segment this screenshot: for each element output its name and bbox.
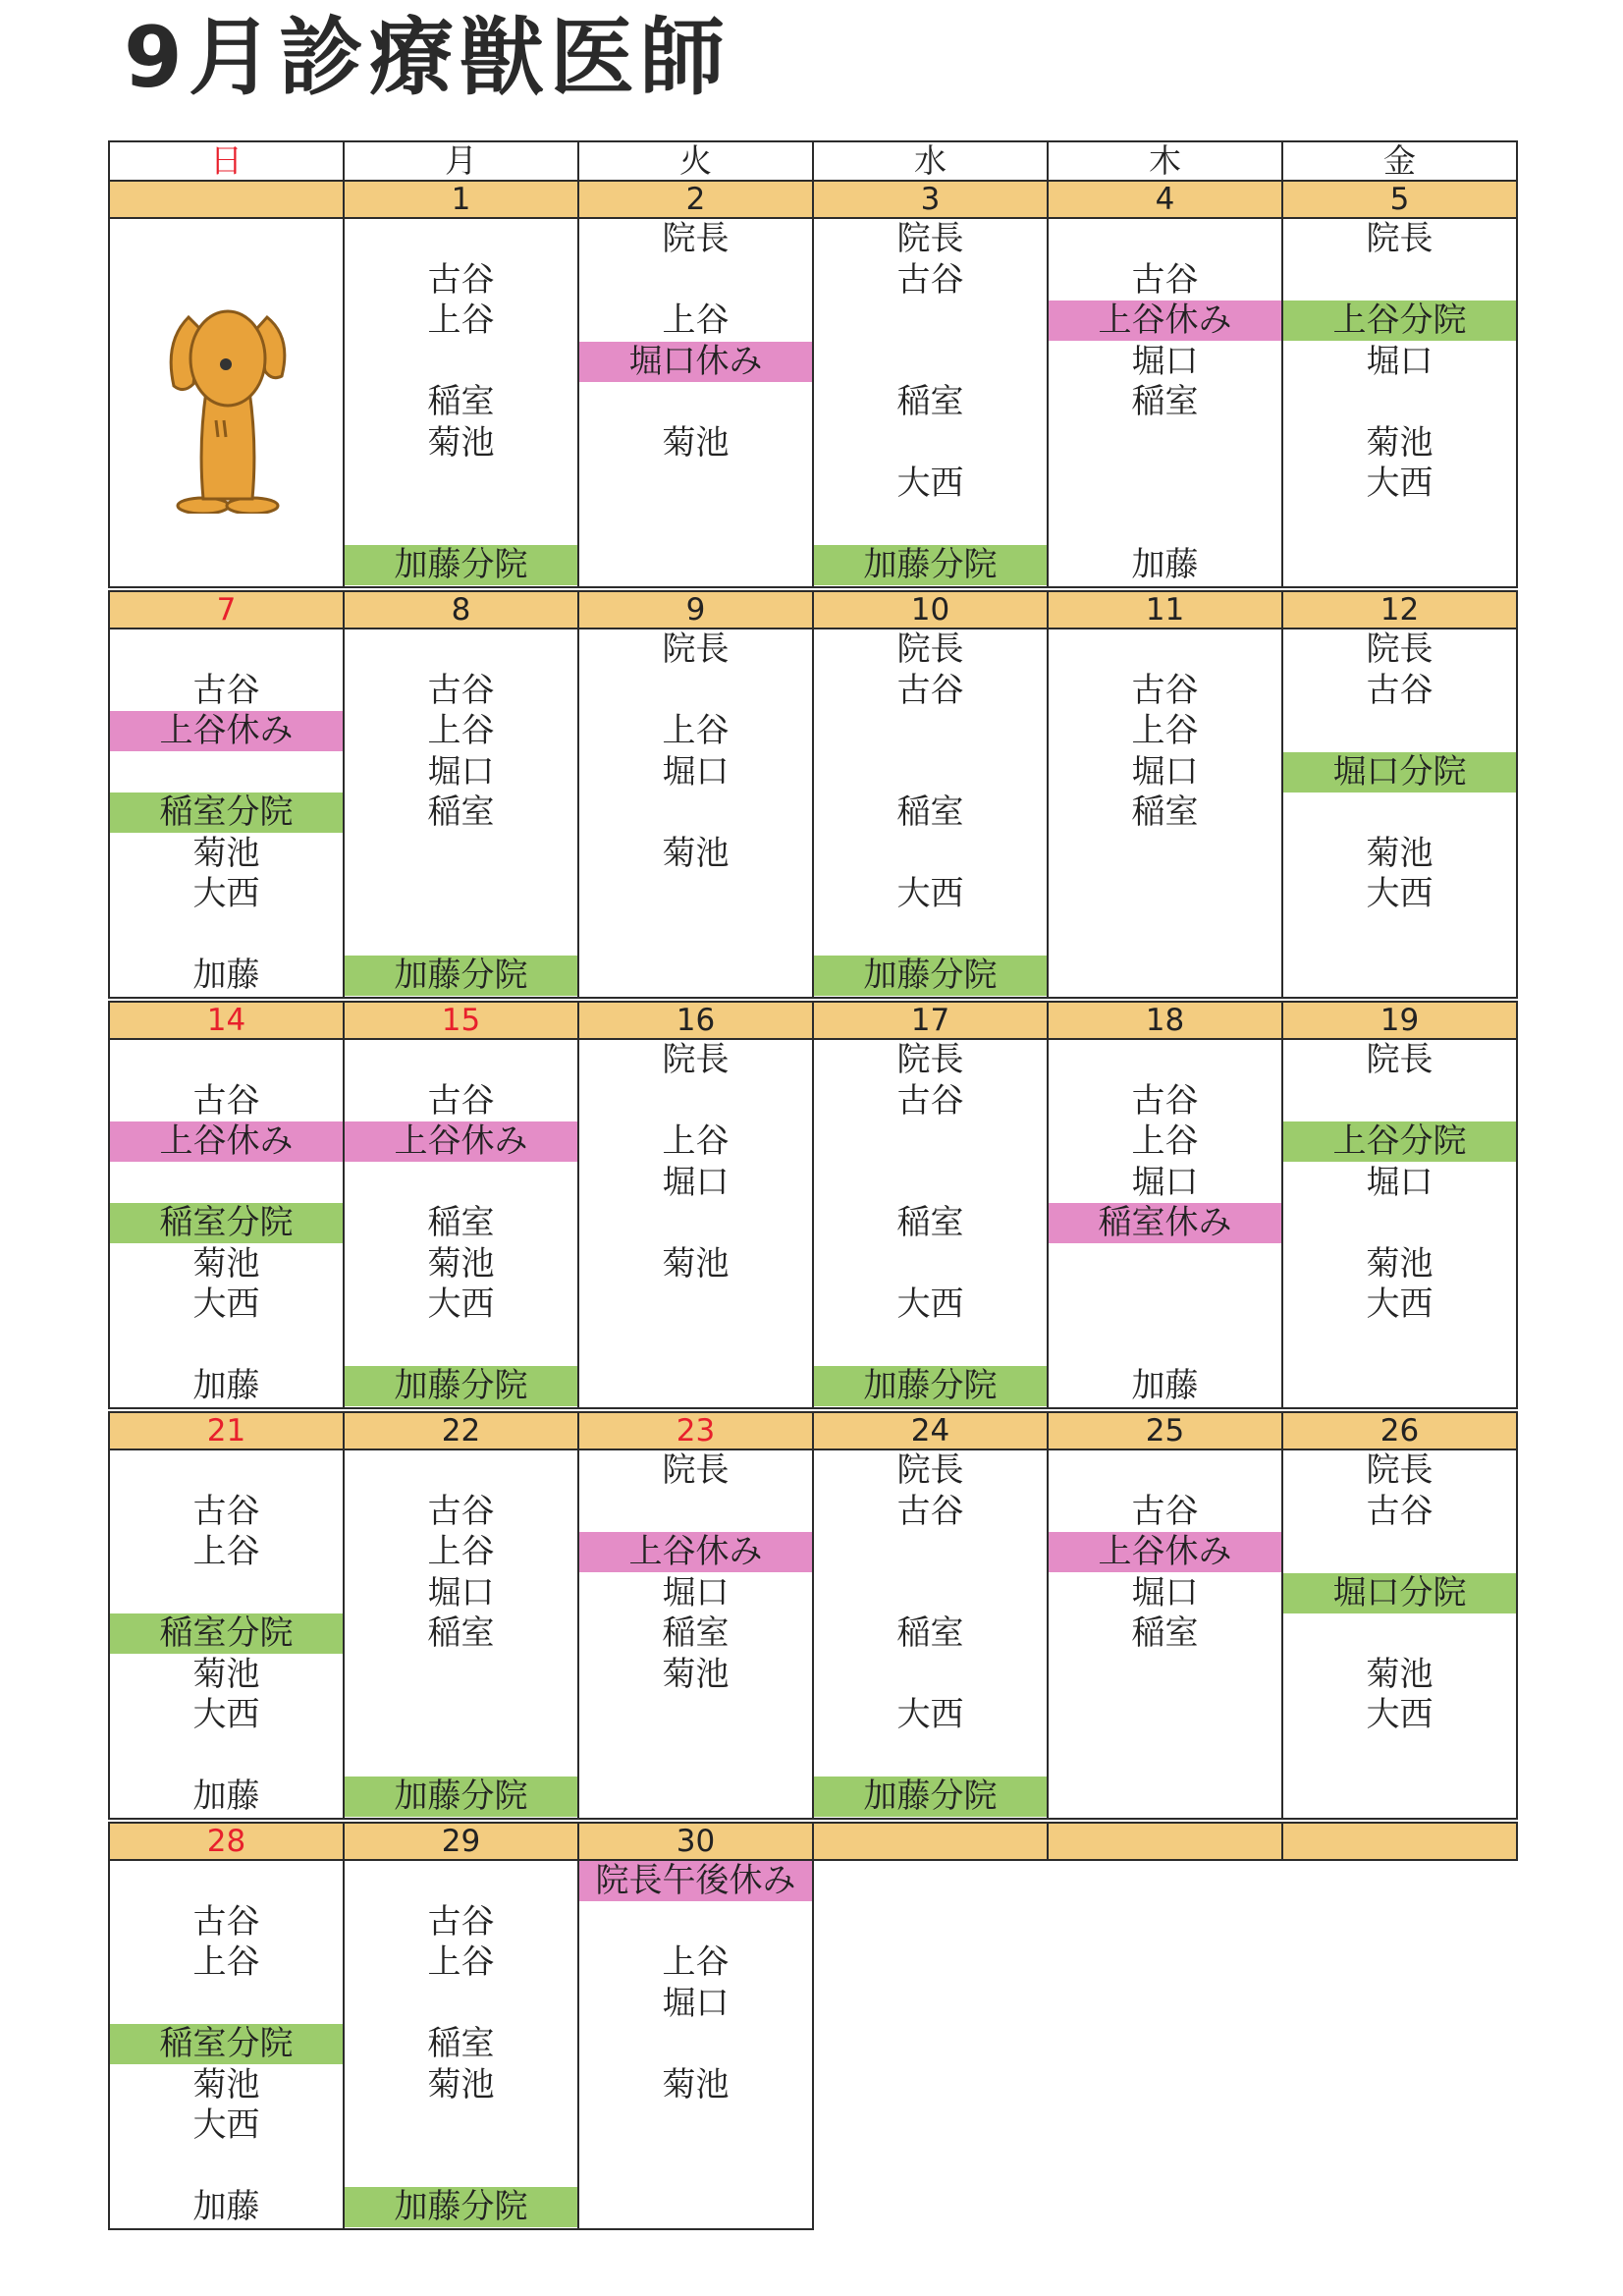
day-cell — [1281, 217, 1518, 588]
branch-notice: 加藤分院 — [814, 1777, 1047, 1817]
weekday-header: 木 — [1047, 140, 1283, 182]
vet-name: 大西 — [192, 874, 260, 913]
date-number: 8 — [343, 590, 579, 629]
date-number: 1 — [343, 180, 579, 219]
vet-name: 院長 — [662, 1040, 730, 1079]
vet-name: 院長 — [1366, 1450, 1434, 1490]
vet-name: 加藤 — [192, 1777, 260, 1816]
date-number: 10 — [812, 590, 1049, 629]
date-number: 28 — [108, 1822, 345, 1861]
date-number: 19 — [1281, 1001, 1518, 1040]
vet-name: 大西 — [896, 464, 964, 503]
vet-name: 稲室 — [1131, 382, 1199, 421]
vet-name: 大西 — [1366, 464, 1434, 503]
vet-name: 稲室 — [896, 793, 964, 832]
branch-notice: 稲室分院 — [110, 2024, 343, 2064]
date-number: 3 — [812, 180, 1049, 219]
date-number: 30 — [577, 1822, 814, 1861]
vet-name: 堀口 — [1131, 341, 1199, 381]
vet-name: 院長 — [896, 1040, 964, 1079]
vet-name: 菊池 — [1366, 833, 1434, 873]
vet-name: 菊池 — [427, 1243, 495, 1284]
vet-name: 稲室 — [896, 1613, 964, 1653]
vet-name: 古谷 — [1131, 1491, 1199, 1531]
vet-name: 大西 — [192, 1285, 260, 1324]
closed-notice: 上谷休み — [1049, 1532, 1281, 1572]
vet-name: 加藤 — [1131, 545, 1199, 584]
day-cell — [343, 1859, 579, 2230]
date-number: 12 — [1281, 590, 1518, 629]
day-cell — [1047, 1038, 1283, 1409]
day-cell — [108, 1038, 345, 1409]
day-cell — [577, 1859, 814, 2230]
closed-notice: 上谷休み — [579, 1532, 812, 1572]
vet-name: 堀口 — [427, 1572, 495, 1613]
day-cell — [1047, 628, 1283, 999]
date-number: 7 — [108, 590, 345, 629]
vet-name: 大西 — [192, 1695, 260, 1734]
vet-name: 院長 — [896, 1450, 964, 1490]
date-number: 16 — [577, 1001, 814, 1040]
vet-name: 加藤 — [192, 2187, 260, 2226]
vet-name: 大西 — [896, 874, 964, 913]
vet-name: 菊池 — [192, 833, 260, 873]
vet-name: 古谷 — [1131, 670, 1199, 710]
vet-name: 古谷 — [427, 1491, 495, 1531]
vet-name: 上谷 — [662, 1942, 730, 1982]
vet-name: 古谷 — [896, 1080, 964, 1121]
branch-notice: 稲室分院 — [110, 793, 343, 833]
vet-name: 院長 — [1366, 1040, 1434, 1079]
branch-notice: 加藤分院 — [345, 956, 577, 996]
vet-name: 菊池 — [192, 2064, 260, 2105]
vet-name: 稲室 — [662, 1613, 730, 1653]
vet-name: 菊池 — [662, 2064, 730, 2105]
date-number: 14 — [108, 1001, 345, 1040]
vet-name: 大西 — [1366, 874, 1434, 913]
date-number: 18 — [1047, 1001, 1283, 1040]
vet-name: 稲室 — [427, 1613, 495, 1653]
vet-name: 加藤 — [1131, 1366, 1199, 1405]
vet-name: 堀口 — [1366, 341, 1434, 381]
vet-name: 堀口 — [662, 1162, 730, 1202]
closed-notice: 稲室休み — [1049, 1203, 1281, 1243]
branch-notice: 加藤分院 — [814, 1366, 1047, 1406]
vet-name: 上谷 — [192, 1942, 260, 1982]
closed-notice: 上谷休み — [110, 711, 343, 751]
vet-name: 堀口 — [662, 751, 730, 792]
branch-notice: 上谷分院 — [1283, 1121, 1516, 1162]
vet-name: 堀口 — [1131, 1572, 1199, 1613]
vet-name: 古谷 — [192, 1491, 260, 1531]
vet-name: 上谷 — [662, 1121, 730, 1161]
vet-name: 上谷 — [427, 1942, 495, 1982]
day-cell — [812, 1038, 1049, 1409]
vet-name: 稲室 — [896, 382, 964, 421]
vet-name: 大西 — [1366, 1285, 1434, 1324]
date-number — [108, 180, 345, 219]
vet-name: 堀口 — [662, 1572, 730, 1613]
vet-name: 加藤 — [192, 1366, 260, 1405]
vet-name: 上谷 — [427, 301, 495, 340]
vet-name: 古谷 — [427, 670, 495, 710]
branch-notice: 加藤分院 — [345, 2187, 577, 2227]
date-number: 17 — [812, 1001, 1049, 1040]
branch-notice: 上谷分院 — [1283, 301, 1516, 341]
weekday-header: 水 — [812, 140, 1049, 182]
vet-name: 大西 — [1366, 1695, 1434, 1734]
date-number: 21 — [108, 1411, 345, 1450]
vet-name: 菊池 — [427, 2064, 495, 2105]
branch-notice: 堀口分院 — [1283, 1573, 1516, 1613]
closed-notice: 上谷休み — [345, 1121, 577, 1162]
vet-name: 古谷 — [896, 1491, 964, 1531]
weekday-header: 日 — [108, 140, 345, 182]
date-number: 26 — [1281, 1411, 1518, 1450]
closed-notice: 上谷休み — [1049, 301, 1281, 341]
branch-notice: 加藤分院 — [345, 1366, 577, 1406]
day-cell — [1281, 1449, 1518, 1820]
vet-name: 上谷 — [427, 1532, 495, 1571]
day-cell — [577, 628, 814, 999]
branch-notice: 加藤分院 — [345, 545, 577, 585]
branch-notice: 加藤分院 — [814, 956, 1047, 996]
date-number: 5 — [1281, 180, 1518, 219]
vet-name: 上谷 — [662, 301, 730, 340]
vet-name: 菊池 — [662, 833, 730, 873]
date-number: 11 — [1047, 590, 1283, 629]
vet-name: 古谷 — [427, 1080, 495, 1121]
day-cell — [812, 217, 1049, 588]
vet-name: 稲室 — [427, 2024, 495, 2063]
day-cell — [577, 1038, 814, 1409]
vet-name: 菊池 — [427, 422, 495, 463]
vet-name: 上谷 — [662, 711, 730, 750]
empty-date-band — [1047, 1822, 1283, 1861]
day-cell — [343, 628, 579, 999]
vet-name: 古谷 — [427, 1901, 495, 1941]
date-number: 25 — [1047, 1411, 1283, 1450]
date-number: 4 — [1047, 180, 1283, 219]
day-cell — [1281, 1038, 1518, 1409]
day-cell — [1047, 217, 1283, 588]
vet-name: 院長 — [662, 1450, 730, 1490]
vet-name: 古谷 — [192, 1080, 260, 1121]
day-cell — [343, 217, 579, 588]
day-cell — [577, 1449, 814, 1820]
vet-name: 加藤 — [192, 956, 260, 995]
date-number: 22 — [343, 1411, 579, 1450]
day-cell — [343, 1449, 579, 1820]
vet-name: 堀口 — [662, 1983, 730, 2023]
vet-name: 院長 — [1366, 629, 1434, 669]
vet-name: 上谷 — [1131, 1121, 1199, 1161]
vet-name: 古谷 — [427, 259, 495, 300]
date-number: 24 — [812, 1411, 1049, 1450]
date-number: 23 — [577, 1411, 814, 1450]
empty-date-band — [1281, 1822, 1518, 1861]
vet-name: 稲室 — [427, 793, 495, 832]
day-cell — [343, 1038, 579, 1409]
day-cell — [1281, 628, 1518, 999]
schedule-calendar — [108, 140, 1517, 2228]
vet-name: 堀口 — [427, 751, 495, 792]
vet-name: 上谷 — [427, 711, 495, 750]
vet-name: 院長 — [1366, 219, 1434, 258]
vet-name: 菊池 — [1366, 1654, 1434, 1694]
vet-name: 堀口 — [1366, 1162, 1434, 1202]
vet-name: 古谷 — [1131, 259, 1199, 300]
closed-notice: 堀口休み — [579, 342, 812, 382]
vet-name: 稲室 — [427, 1203, 495, 1242]
day-cell — [577, 217, 814, 588]
vet-name: 大西 — [896, 1695, 964, 1734]
day-cell-mascot — [108, 217, 345, 588]
dog-mascot-icon — [159, 298, 297, 514]
vet-name: 稲室 — [896, 1203, 964, 1242]
weekday-header: 火 — [577, 140, 814, 182]
vet-name: 大西 — [896, 1285, 964, 1324]
vet-name: 古谷 — [896, 259, 964, 300]
date-number: 9 — [577, 590, 814, 629]
vet-name: 古谷 — [1366, 670, 1434, 710]
day-cell — [1047, 1449, 1283, 1820]
vet-name: 古谷 — [1131, 1080, 1199, 1121]
vet-name: 堀口 — [1131, 1162, 1199, 1202]
vet-name: 大西 — [427, 1285, 495, 1324]
branch-notice: 稲室分院 — [110, 1203, 343, 1243]
date-number: 2 — [577, 180, 814, 219]
weekday-header: 月 — [343, 140, 579, 182]
vet-name: 大西 — [192, 2105, 260, 2145]
day-cell — [812, 1449, 1049, 1820]
vet-name: 稲室 — [427, 382, 495, 421]
weekday-header: 金 — [1281, 140, 1518, 182]
vet-name: 院長 — [896, 219, 964, 258]
vet-name: 堀口 — [1131, 751, 1199, 792]
page-title: 9月診療獣医師 — [124, 9, 730, 107]
vet-name: 院長 — [662, 219, 730, 258]
vet-name: 院長 — [896, 629, 964, 669]
vet-name: 菊池 — [662, 1654, 730, 1694]
branch-notice: 加藤分院 — [814, 545, 1047, 585]
date-number: 29 — [343, 1822, 579, 1861]
vet-name: 菊池 — [192, 1654, 260, 1694]
day-cell — [108, 628, 345, 999]
vet-name: 菊池 — [192, 1243, 260, 1284]
day-cell — [108, 1449, 345, 1820]
vet-name: 古谷 — [192, 1901, 260, 1941]
vet-name: 稲室 — [1131, 1613, 1199, 1653]
branch-notice: 堀口分院 — [1283, 752, 1516, 793]
day-cell — [812, 628, 1049, 999]
closed-notice: 上谷休み — [110, 1121, 343, 1162]
vet-name: 菊池 — [662, 1243, 730, 1284]
vet-name: 稲室 — [1131, 793, 1199, 832]
date-number: 15 — [343, 1001, 579, 1040]
vet-name: 上谷 — [1131, 711, 1199, 750]
empty-date-band — [812, 1822, 1049, 1861]
vet-name: 古谷 — [1366, 1491, 1434, 1531]
vet-name: 菊池 — [1366, 1243, 1434, 1284]
vet-name: 上谷 — [192, 1532, 260, 1571]
vet-name: 菊池 — [662, 422, 730, 463]
branch-notice: 稲室分院 — [110, 1613, 343, 1654]
closed-notice: 院長午後休み — [579, 1861, 812, 1901]
vet-name: 古谷 — [192, 670, 260, 710]
vet-name: 菊池 — [1366, 422, 1434, 463]
branch-notice: 加藤分院 — [345, 1777, 577, 1817]
vet-name: 古谷 — [896, 670, 964, 710]
day-cell — [108, 1859, 345, 2230]
vet-name: 院長 — [662, 629, 730, 669]
